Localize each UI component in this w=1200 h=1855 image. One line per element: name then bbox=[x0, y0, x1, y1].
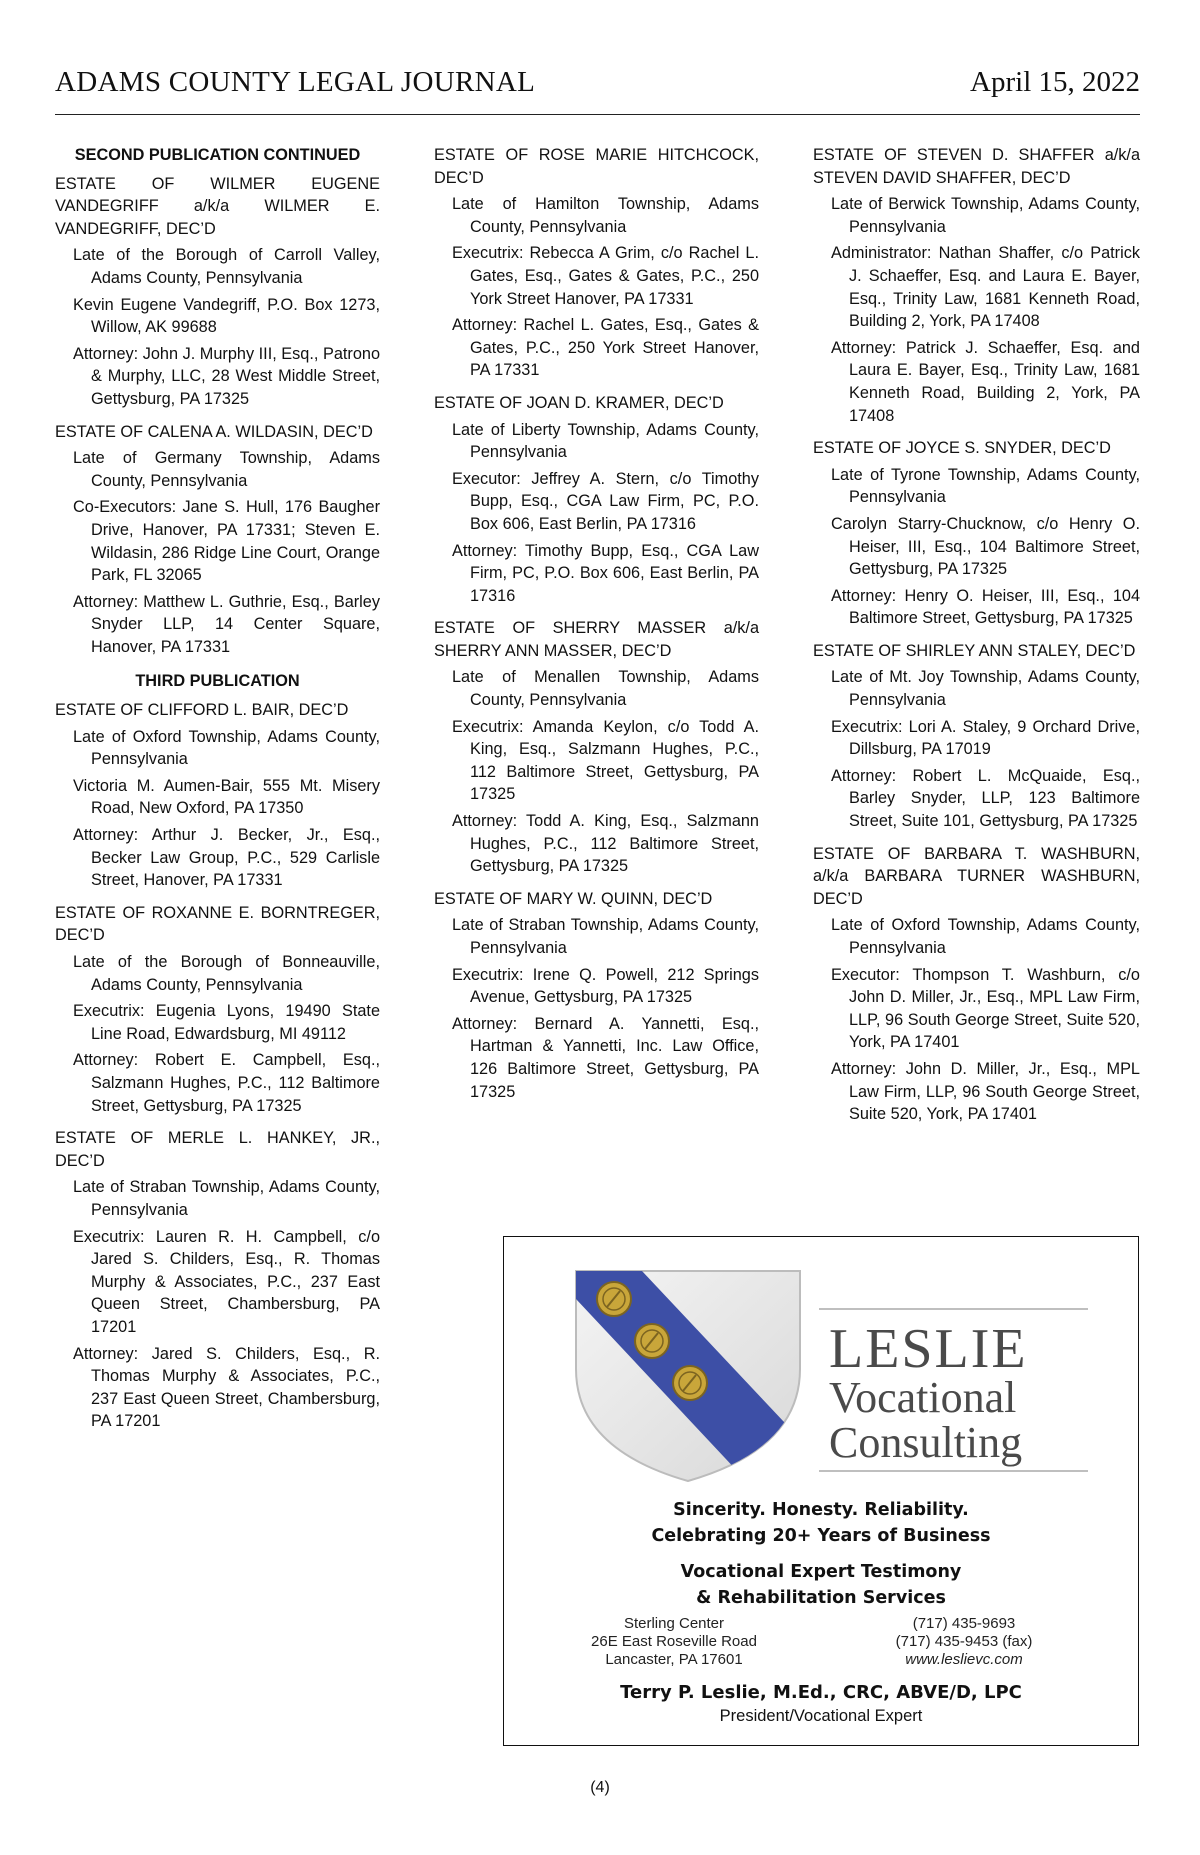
estate-title: ESTATE OF ROSE MARIE HITCHCOCK, DEC’D bbox=[434, 146, 759, 187]
estate-title: ESTATE OF STEVEN D. SHAFFER a/k/a STEVEN DAVID SHAFFER, DEC’D bbox=[813, 146, 1140, 187]
estate-entry: Attorney: Todd A. King, Esq., Salzmann Hughes, P.C., 112 Baltimore Street, Gettysburg, PA 17325 bbox=[452, 812, 759, 876]
logo-word-leslie: LESLIE bbox=[829, 1318, 1028, 1380]
website-link[interactable]: www.leslievc.com bbox=[905, 1651, 1023, 1668]
estate-notice bbox=[55, 1127, 380, 1433]
estate-entry: Late of Tyrone Township, Adams County, Pennsylvania bbox=[831, 465, 1140, 507]
leslie-advertisement bbox=[503, 1236, 1139, 1746]
estate-entry: Executor: Jeffrey A. Stern, c/o Timothy Bupp, Esq., CGA Law Firm, PC, P.O. Box 606, East Berlin, PA 17316 bbox=[452, 469, 759, 533]
person-name: Terry P. Leslie, M.Ed., CRC, ABVE/D, LPC bbox=[620, 1682, 1022, 1703]
estate-entry: Attorney: John J. Murphy III, Esq., Patrono & Murphy, LLC, 28 West Middle Street, Gettysburg, PA 17325 bbox=[73, 344, 380, 408]
journal-title: ADAMS COUNTY LEGAL JOURNAL bbox=[55, 66, 536, 98]
estate-entry: Executrix: Irene Q. Powell, 212 Springs Avenue, Gettysburg, PA 17325 bbox=[452, 965, 759, 1007]
coin-icon bbox=[597, 1282, 631, 1316]
shield-icon bbox=[576, 1271, 800, 1489]
estate-title: ESTATE OF SHERRY MASSER a/k/a SHERRY ANN MASSER, DEC’D bbox=[434, 619, 759, 660]
estate-notice bbox=[55, 173, 380, 411]
estate-notice bbox=[434, 144, 759, 382]
ad-taglines bbox=[504, 1497, 1138, 1611]
estate-entry: Attorney: Matthew L. Guthrie, Esq., Barley Snyder LLP, 14 Center Square, Hanover, PA 17331 bbox=[73, 592, 380, 656]
estate-entry: Executrix: Lauren R. H. Campbell, c/o Jared S. Childers, Esq., R. Thomas Murphy & Associates, P.C., 237 East Queen Street, Chambersburg, PA 17201 bbox=[73, 1227, 380, 1336]
estate-entry: Late of the Borough of Bonneauville, Adams County, Pennsylvania bbox=[73, 953, 380, 994]
estate-entry: Attorney: Timothy Bupp, Esq., CGA Law Firm, PC, P.O. Box 606, East Berlin, PA 17316 bbox=[452, 541, 759, 605]
logo-word-vocational: Vocational bbox=[829, 1373, 1017, 1422]
estate-entry: Executrix: Rebecca A Grim, c/o Rachel L. Gates, Esq., Gates & Gates, P.C., 250 York Street Hanover, PA 17331 bbox=[452, 244, 759, 308]
ad-phone-web bbox=[859, 1615, 1069, 1669]
estate-entry: Executrix: Amanda Keylon, c/o Todd A. King, Esq., Salzmann Hughes, P.C., 112 Baltimore Street, Gettysburg, PA 17325 bbox=[452, 717, 759, 804]
estate-entry: Late of Liberty Township, Adams County, Pennsylvania bbox=[452, 420, 759, 462]
address-line: Lancaster, PA 17601 bbox=[605, 1651, 743, 1668]
estate-entry: Attorney: Patrick J. Schaeffer, Esq. and Laura E. Bayer, Esq., Trinity Law, 1681 Kenneth Road, Building 2, York, PA 17408 bbox=[831, 338, 1140, 425]
estate-notice bbox=[434, 617, 759, 878]
column-3 bbox=[813, 144, 1140, 1136]
address-line: 26E East Roseville Road bbox=[591, 1633, 757, 1650]
estate-notice bbox=[55, 699, 380, 892]
person-title: President/Vocational Expert bbox=[719, 1707, 923, 1725]
ad-tagline: Celebrating 20+ Years of Business bbox=[651, 1526, 991, 1546]
estate-entry: Attorney: Arthur J. Becker, Jr., Esq., Becker Law Group, P.C., 529 Carlisle Street, Hanover, PA 17331 bbox=[73, 826, 380, 890]
coin-icon bbox=[635, 1324, 669, 1358]
estate-title: ESTATE OF CLIFFORD L. BAIR, DEC’D bbox=[55, 701, 349, 720]
estate-notice bbox=[434, 888, 759, 1103]
estate-entry: Late of Oxford Township, Adams County, Pennsylvania bbox=[831, 916, 1140, 957]
column-1 bbox=[55, 144, 380, 1443]
estate-entry: Attorney: Bernard A. Yannetti, Esq., Hartman & Yannetti, Inc. Law Office, 126 Baltimore Street, Gettysburg, PA 17325 bbox=[452, 1014, 759, 1101]
estate-title: ESTATE OF WILMER EUGENE VANDEGRIFF a/k/a WILMER E. VANDEGRIFF, DEC’D bbox=[55, 174, 380, 238]
estate-entry: Carolyn Starry-Chucknow, c/o Henry O. Heiser, III, Esq., 104 Baltimore Street, Gettysburg, PA 17325 bbox=[831, 514, 1140, 579]
estate-entry: Late of the Borough of Carroll Valley, Adams County, Pennsylvania bbox=[73, 246, 380, 287]
estate-entry: Co-Executors: Jane S. Hull, 176 Baugher Drive, Hanover, PA 17331; Steven E. Wildasin, 286 Ridge Line Court, Orange Park, FL 32065 bbox=[73, 498, 380, 585]
ad-service: Vocational Expert Testimony bbox=[680, 1562, 962, 1582]
estate-entry: Executor: Thompson T. Washburn, c/o John D. Miller, Jr., Esq., MPL Law Firm, LLP, 96 South George Street, Suite 520, York, PA 17401 bbox=[831, 965, 1140, 1052]
estate-entry: Late of Mt. Joy Township, Adams County, Pennsylvania bbox=[831, 668, 1140, 710]
estate-notice bbox=[55, 421, 380, 659]
estate-entry: Attorney: Henry O. Heiser, III, Esq., 104 Baltimore Street, Gettysburg, PA 17325 bbox=[831, 586, 1140, 628]
estate-entry: Late of Straban Township, Adams County, Pennsylvania bbox=[73, 1178, 380, 1219]
page-header bbox=[55, 62, 1140, 115]
coin-icon bbox=[673, 1366, 707, 1400]
estate-entry: Attorney: Robert L. McQuaide, Esq., Barley Snyder, LLP, 123 Baltimore Street, Suite 101, Gettysburg, PA 17325 bbox=[831, 766, 1140, 831]
estate-entry: Attorney: Rachel L. Gates, Esq., Gates & Gates, P.C., 250 York Street Hanover, PA 17331 bbox=[452, 316, 759, 380]
estate-entry: Attorney: Jared S. Childers, Esq., R. Thomas Murphy & Associates, P.C., 237 East Queen Street, Chambersburg, PA 17201 bbox=[73, 1344, 380, 1431]
estate-title: ESTATE OF ROXANNE E. BORNTREGER, DEC’D bbox=[55, 903, 380, 945]
logo-word-consulting: Consulting bbox=[829, 1418, 1023, 1467]
estate-entry: Victoria M. Aumen-Bair, 555 Mt. Misery Road, New Oxford, PA 17350 bbox=[73, 776, 380, 818]
ad-address bbox=[574, 1615, 774, 1669]
estate-title: ESTATE OF CALENA A. WILDASIN, DEC’D bbox=[55, 422, 373, 441]
estate-notice bbox=[813, 640, 1140, 833]
page-number: (4) bbox=[590, 1779, 610, 1796]
estate-notice bbox=[813, 437, 1140, 630]
address-line: Sterling Center bbox=[623, 1615, 725, 1632]
section-heading: SECOND PUBLICATION CONTINUED bbox=[74, 146, 361, 164]
leslie-logo bbox=[554, 1259, 1088, 1489]
estate-entry: Administrator: Nathan Shaffer, c/o Patrick J. Schaeffer, Esq. and Laura E. Bayer, Esq., Trinity Law, 1681 Kenneth Road, Building 2, York, PA 17408 bbox=[831, 244, 1140, 331]
estate-notice bbox=[55, 902, 380, 1117]
estate-notice bbox=[434, 392, 759, 607]
estate-entry: Late of Germany Township, Adams County, Pennsylvania bbox=[73, 449, 380, 490]
estate-title: ESTATE OF JOAN D. KRAMER, DEC’D bbox=[434, 393, 724, 412]
ad-service: & Rehabilitation Services bbox=[696, 1588, 946, 1608]
estate-title: ESTATE OF MERLE L. HANKEY, JR., DEC’D bbox=[55, 1129, 380, 1170]
estate-entry: Late of Straban Township, Adams County, Pennsylvania bbox=[452, 916, 759, 957]
estate-entry: Executrix: Eugenia Lyons, 19490 State Line Road, Edwardsburg, MI 49112 bbox=[73, 1002, 380, 1043]
estate-notice bbox=[813, 144, 1140, 427]
estate-entry: Late of Oxford Township, Adams County, Pennsylvania bbox=[73, 727, 380, 769]
estate-notice bbox=[813, 843, 1140, 1126]
estate-title: ESTATE OF MARY W. QUINN, DEC’D bbox=[434, 889, 713, 908]
estate-title: ESTATE OF SHIRLEY ANN STALEY, DEC’D bbox=[813, 641, 1136, 660]
estate-entry: Late of Menallen Township, Adams County, Pennsylvania bbox=[452, 668, 759, 710]
column-2 bbox=[434, 144, 759, 1113]
ad-tagline: Sincerity. Honesty. Reliability. bbox=[673, 1500, 969, 1520]
estate-title: ESTATE OF JOYCE S. SNYDER, DEC’D bbox=[813, 439, 1111, 458]
issue-date: April 15, 2022 bbox=[970, 66, 1140, 98]
estate-entry: Late of Hamilton Township, Adams County, Pennsylvania bbox=[452, 195, 759, 236]
estate-entry: Executrix: Lori A. Staley, 9 Orchard Drive, Dillsburg, PA 17019 bbox=[831, 717, 1140, 759]
estate-entry: Late of Berwick Township, Adams County, Pennsylvania bbox=[831, 195, 1140, 236]
ad-person bbox=[504, 1681, 1138, 1727]
phone-number: (717) 435-9693 bbox=[912, 1615, 1016, 1632]
estate-entry: Kevin Eugene Vandegriff, P.O. Box 1273, Willow, AK 99688 bbox=[73, 295, 380, 337]
estate-entry: Attorney: John D. Miller, Jr., Esq., MPL Law Firm, LLP, 96 South George Street, Suite 520, York, PA 17401 bbox=[831, 1059, 1140, 1124]
fax-number: (717) 435-9453 (fax) bbox=[895, 1633, 1033, 1650]
estate-title: ESTATE OF BARBARA T. WASHBURN, a/k/a BARBARA TURNER WASHBURN, DEC’D bbox=[813, 844, 1140, 908]
estate-entry: Attorney: Robert E. Campbell, Esq., Salzmann Hughes, P.C., 112 Baltimore Street, Gettysburg, PA 17325 bbox=[73, 1051, 380, 1115]
section-heading: THIRD PUBLICATION bbox=[135, 672, 300, 691]
